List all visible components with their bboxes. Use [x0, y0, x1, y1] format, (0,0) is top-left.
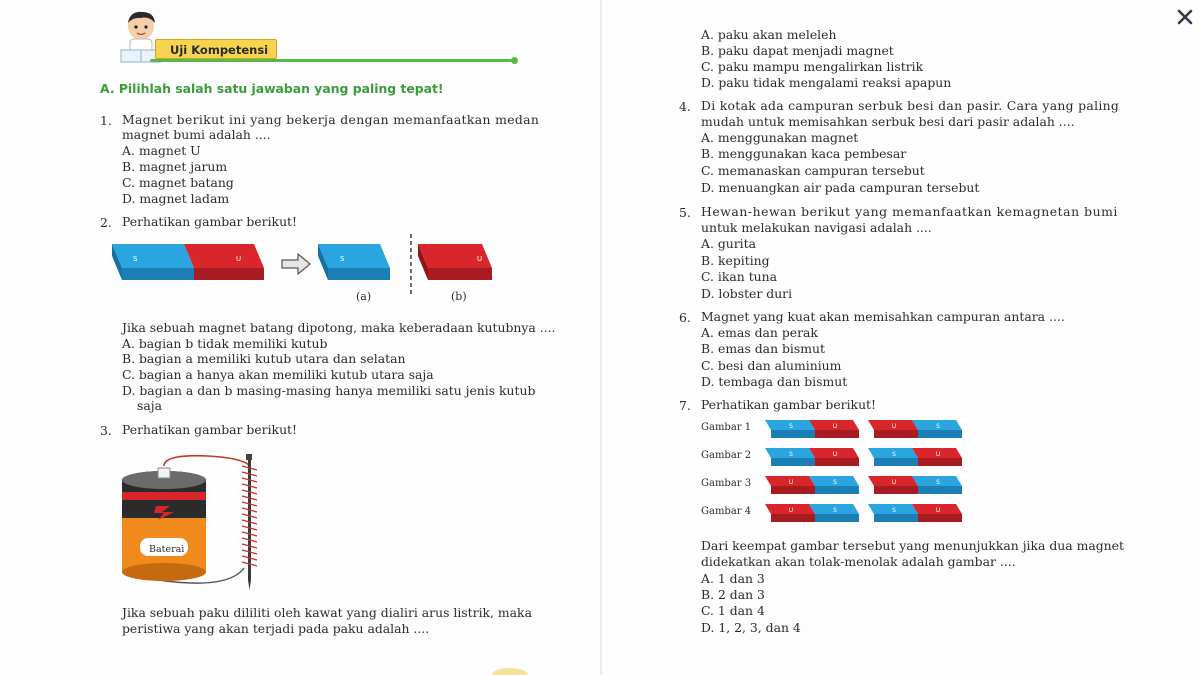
- q7-figure-label: Gambar 1: [701, 422, 752, 433]
- q6-text: Magnet yang kuat akan memisahkan campuran antara ....: [701, 309, 1065, 324]
- q4-option-d[interactable]: D. menuangkan air pada campuran tersebut: [701, 180, 980, 195]
- q7-option-c[interactable]: C. 1 dan 4: [701, 603, 765, 618]
- q7-magnet-half-side: [874, 430, 918, 438]
- q3-stem-line2: peristiwa yang akan terjadi pada paku adalah ....: [122, 621, 430, 636]
- q7-magnet-pole-label: U: [935, 451, 941, 458]
- q2-text: Perhatikan gambar berikut!: [122, 214, 298, 229]
- q7-magnet-pair-left: [765, 418, 861, 442]
- q3-text: Perhatikan gambar berikut!: [122, 422, 298, 437]
- q2-option-a[interactable]: A. bagian b tidak memiliki kutub: [122, 336, 328, 351]
- section-a-heading: A. Pilihlah salah satu jawaban yang paling tepat!: [100, 81, 444, 96]
- q7-magnet-half-side: [815, 486, 859, 494]
- q1-option-c[interactable]: C. magnet batang: [122, 175, 234, 190]
- q7-magnet-pole-label: S: [892, 507, 896, 514]
- q7-magnet-half-side: [815, 514, 859, 522]
- q5-option-c[interactable]: C. ikan tuna: [701, 269, 778, 284]
- q5-number: 5.: [679, 205, 691, 220]
- q7-magnet-pair-right: [868, 474, 964, 498]
- q7-magnet-half-side: [771, 458, 815, 466]
- battery-nail-figure: [118, 440, 278, 590]
- q7-magnet-pair-right: [868, 446, 964, 470]
- q6-option-d[interactable]: D. tembaga dan bismut: [701, 374, 848, 389]
- q7-magnet-pole-label: U: [935, 507, 941, 514]
- q6-option-b[interactable]: B. emas dan bismut: [701, 341, 825, 356]
- q7-stem-line2: didekatkan akan tolak-menolak adalah gambar ....: [701, 554, 1016, 569]
- q7-magnet-half-side: [815, 430, 859, 438]
- q7-option-a[interactable]: A. 1 dan 3: [701, 571, 765, 586]
- q1-text-line1: Magnet berikut ini yang bekerja dengan memanfaatkan medan: [122, 112, 540, 127]
- q2-option-d[interactable]: D. bagian a dan b masing-masing hanya memiliki satu jenis kutub: [122, 383, 536, 398]
- q7-magnet-pole-label: U: [788, 479, 794, 486]
- q7-magnet-pole-label: S: [936, 479, 940, 486]
- q2-number: 2.: [100, 215, 112, 230]
- q7-magnet-half-side: [815, 458, 859, 466]
- q3-number: 3.: [100, 423, 112, 438]
- q7-magnet-half-side: [874, 486, 918, 494]
- q2-stem: Jika sebuah magnet batang dipotong, maka keberadaan kutubnya ....: [122, 320, 556, 335]
- q1-option-d[interactable]: D. magnet ladam: [122, 191, 230, 206]
- q7-magnet-pole-label: S: [789, 423, 793, 430]
- q3-option-a[interactable]: A. paku akan meleleh: [701, 27, 837, 42]
- q7-magnet-pole-label: S: [936, 423, 940, 430]
- q7-magnet-half-side: [771, 430, 815, 438]
- magnet-label-s: S: [133, 255, 138, 263]
- q6-option-a[interactable]: A. emas dan perak: [701, 325, 818, 340]
- q7-magnet-pair-left: [765, 446, 861, 470]
- q3-option-d[interactable]: D. paku tidak mengalami reaksi apapun: [701, 75, 952, 90]
- q7-magnet-pole-label: S: [833, 507, 837, 514]
- q1-number: 1.: [100, 113, 112, 128]
- q5-option-b[interactable]: B. kepiting: [701, 253, 770, 268]
- q7-figure-label: Gambar 2: [701, 450, 752, 461]
- q4-number: 4.: [679, 99, 691, 114]
- q7-magnet-half-side: [918, 486, 962, 494]
- q4-option-c[interactable]: C. memanaskan campuran tersebut: [701, 163, 925, 178]
- q5-option-d[interactable]: D. lobster duri: [701, 286, 793, 301]
- piece-b-label-u: U: [477, 255, 483, 263]
- q7-figure-label: Gambar 3: [701, 478, 752, 489]
- close-icon[interactable]: [1171, 3, 1199, 31]
- q7-magnet-pair-left: [765, 502, 861, 526]
- q7-magnet-half-side: [918, 430, 962, 438]
- q7-magnet-pole-label: U: [832, 451, 838, 458]
- q7-option-b[interactable]: B. 2 dan 3: [701, 587, 765, 602]
- q7-stem-line1: Dari keempat gambar tersebut yang menunjukkan jika dua magnet: [701, 538, 1124, 553]
- q5-option-a[interactable]: A. gurita: [701, 236, 756, 251]
- q7-magnet-pole-label: S: [833, 479, 837, 486]
- q5-text-line1: Hewan-hewan berikut yang memanfaatkan kemagnetan bumi: [701, 204, 1118, 219]
- q7-magnet-half-side: [771, 486, 815, 494]
- q6-number: 6.: [679, 310, 691, 325]
- q7-magnet-half-side: [874, 514, 918, 522]
- competency-banner: Uji Kompetensi: [155, 39, 277, 59]
- page-tab-decoration: [490, 665, 530, 675]
- q7-magnet-pair-right: [868, 502, 964, 526]
- q3-option-b[interactable]: B. paku dapat menjadi magnet: [701, 43, 894, 58]
- q7-magnet-half-side: [771, 514, 815, 522]
- magnet-label-u: U: [236, 255, 242, 263]
- q7-magnet-pole-label: U: [891, 423, 897, 430]
- q4-text-line2: mudah untuk memisahkan serbuk besi dari pasir adalah ....: [701, 114, 1075, 129]
- q1-option-a[interactable]: A. magnet U: [122, 143, 201, 158]
- q7-magnet-pole-label: U: [788, 507, 794, 514]
- q7-magnet-pole-label: S: [789, 451, 793, 458]
- q7-magnet-pole-label: U: [832, 423, 838, 430]
- q7-option-d[interactable]: D. 1, 2, 3, dan 4: [701, 620, 801, 635]
- q4-text-line1: Di kotak ada campuran serbuk besi dan pasir. Cara yang paling: [701, 98, 1120, 113]
- q4-option-a[interactable]: A. menggunakan magnet: [701, 130, 859, 145]
- q7-text: Perhatikan gambar berikut!: [701, 397, 877, 412]
- q5-text-line2: untuk melakukan navigasi adalah ....: [701, 220, 932, 235]
- q7-magnet-half-side: [918, 458, 962, 466]
- q2-option-c[interactable]: C. bagian a hanya akan memiliki kutub utara saja: [122, 367, 434, 382]
- q7-magnet-half-side: [874, 458, 918, 466]
- q7-magnet-pole-label: U: [891, 479, 897, 486]
- piece-a-label-s: S: [340, 255, 345, 263]
- q3-stem-line1: Jika sebuah paku dililiti oleh kawat yang dialiri arus listrik, maka: [122, 605, 532, 620]
- figure-label-a: (a): [356, 290, 372, 303]
- header-rule: [150, 59, 516, 62]
- q2-option-d-continued: saja: [137, 398, 162, 413]
- q7-magnet-pole-label: S: [892, 451, 896, 458]
- q7-magnet-pair-left: [765, 474, 861, 498]
- q6-option-c[interactable]: C. besi dan aluminium: [701, 358, 842, 373]
- figure-label-b: (b): [451, 290, 467, 303]
- q7-figure-label: Gambar 4: [701, 506, 752, 517]
- q2-option-b[interactable]: B. bagian a memiliki kutub utara dan selatan: [122, 351, 406, 366]
- battery-label: Baterai: [149, 544, 185, 555]
- q7-magnet-half-side: [918, 514, 962, 522]
- cut-magnet-figure: [110, 232, 505, 304]
- q1-text-line2: magnet bumi adalah ....: [122, 127, 271, 142]
- q7-magnet-pair-right: [868, 418, 964, 442]
- q7-number: 7.: [679, 398, 691, 413]
- q4-option-b[interactable]: B. menggunakan kaca pembesar: [701, 146, 907, 161]
- q3-option-c[interactable]: C. paku mampu mengalirkan listrik: [701, 59, 924, 74]
- header-rule-dot: [511, 57, 518, 64]
- q1-option-b[interactable]: B. magnet jarum: [122, 159, 228, 174]
